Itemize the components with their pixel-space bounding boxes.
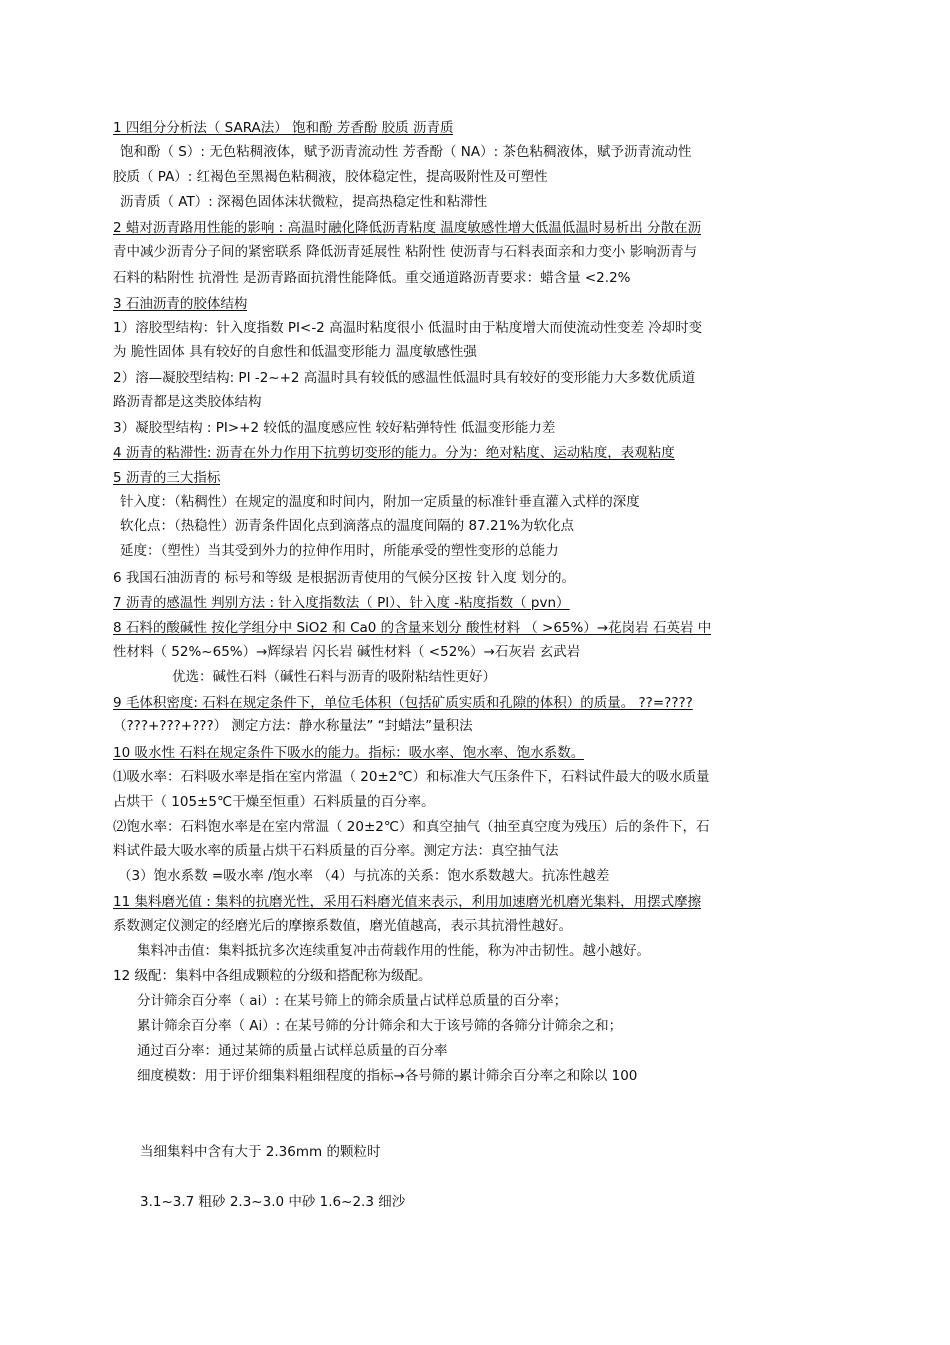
section-12-heading: 12 级配：集料中各组成颗粒的分级和搭配称为级配。 — [113, 968, 432, 984]
section-1-heading: 1 四组分分析法（ SARA法） 饱和酚 芳香酚 胶质 沥青质 — [113, 120, 454, 136]
text-line: 累计筛余百分率（ Ai）: 在某号筛的分计筛余和大于该号筛的各筛分计筛余之和； — [137, 1018, 623, 1034]
text-line: 通过百分率：通过某筛的质量占试样总质量的百分率 — [137, 1043, 448, 1059]
section-4-heading: 4 沥青的粘滞性: 沥青在外力作用下抗剪切变形的能力。分为：绝对粘度、运动粘度，表观粘度 — [113, 445, 675, 461]
section-11-heading: 11 集料磨光值 : 集料的抗磨光性，采用石料磨光值来表示，利用加速磨光机磨光集料，用摆式摩擦 — [113, 894, 702, 910]
text-line: 青中减少沥青分子间的紧密联系 降低沥青延展性 粘附性 使沥青与石料表面亲和力变小 影响沥青与 — [113, 244, 698, 260]
text-line: 性材料（ 52%~65%）→辉绿岩 闪长岩 碱性材料（ <52%）→石灰岩 玄武岩 — [113, 644, 581, 660]
text-line: 胶质（ PA）: 红褐色至黑褐色粘稠液，胶体稳定性，提高吸附性及可塑性 — [113, 169, 548, 185]
section-3-heading: 3 石油沥青的胶体结构 — [113, 296, 248, 312]
text-line: 3.1~3.7 粗砂 2.3~3.0 中砂 1.6~2.3 细沙 — [140, 1194, 406, 1210]
text-line: 优选：碱性石料（碱性石料与沥青的吸附粘结性更好） — [172, 669, 496, 685]
section-6-line: 6 我国石油沥青的 标号和等级 是根据沥青使用的气候分区按 针入度 划分的。 — [113, 570, 576, 586]
text-line: 2）溶—凝胶型结构: PI -2~+2 高温时具有较低的感温性低温时具有较好的变形能力大多数优质道 — [113, 370, 696, 386]
section-9-heading: 9 毛体积密度: 石料在规定条件下，单位毛体积（包括矿质实质和孔隙的体积）的质量。 ??=???? — [113, 695, 693, 711]
text-line: 石料的粘附性 抗滑性 是沥青路面抗滑性能降低。重交通道路沥青要求：蜡含量 <2.2% — [113, 270, 631, 286]
section-7-heading: 7 沥青的感温性 判别方法 : 针入度指数法（ PI）、针入度 -粘度指数（ pvn） — [113, 595, 570, 611]
text-line: （3）饱水系数 =吸水率 /饱水率 （4）与抗冻的关系：饱水系数越大。抗冻性越差 — [118, 868, 610, 884]
section-10-heading: 10 吸水性 石料在规定条件下吸水的能力。指标：吸水率、饱水率、饱水系数。 — [113, 745, 585, 761]
section-2-heading: 2 蜡对沥青路用性能的影响 : 高温时融化降低沥青粘度 温度敏感性增大低温低温时易析出 分散在沥 — [113, 220, 702, 236]
text-line: 为 脆性固体 具有较好的自愈性和低温变形能力 温度敏感性强 — [113, 344, 477, 360]
text-line: 路沥青都是这类胶体结构 — [113, 394, 262, 410]
text-line: ⑵饱水率：石料饱水率是在室内常温（ 20±2℃）和真空抽气（抽至真空度为残压）后的条件下，石 — [113, 819, 710, 835]
text-line: 沥青质（ AT）: 深褐色固体沫状微粒，提高热稳定性和粘滞性 — [120, 194, 488, 210]
section-5-heading: 5 沥青的三大指标 — [113, 470, 221, 486]
text-line: 3）凝胶型结构 : PI>+2 较低的温度感应性 较好粘弹特性 低温变形能力差 — [113, 420, 556, 436]
text-line: 针入度：（粘稠性）在规定的温度和时间内，附加一定质量的标准针垂直灌入式样的深度 — [120, 494, 640, 510]
text-line: 软化点：（热稳性）沥青条件固化点到滴落点的温度间隔的 87.21%为软化点 — [120, 518, 575, 534]
text-line: 分计筛余百分率（ ai）: 在某号筛上的筛余质量占试样总质量的百分率； — [137, 993, 568, 1009]
text-line: 系数测定仪测定的经磨光后的摩擦系数值，磨光值越高，表示其抗滑性越好。 — [113, 918, 572, 934]
text-line: 当细集料中含有大于 2.36mm 的颗粒时 — [140, 1144, 381, 1160]
text-line: 料试件最大吸水率的质量占烘干石料质量的百分率。测定方法：真空抽气法 — [113, 843, 559, 859]
text-line: 饱和酚（ S）: 无色粘稠液体，赋予沥青流动性 芳香酚（ NA）: 茶色粘稠液体，赋予沥青流动性 — [120, 144, 692, 160]
text-line: 延度：（塑性）当其受到外力的拉伸作用时，所能承受的塑性变形的总能力 — [120, 543, 559, 559]
text-line: 1）溶胶型结构：针入度指数 PI<-2 高温时粘度很小 低温时由于粘度增大而使流动性变差 冷却时变 — [113, 320, 703, 336]
text-line: 集料冲击值：集料抵抗多次连续重复冲击荷载作用的性能，称为冲击韧性。越小越好。 — [137, 943, 650, 959]
text-line: （???+???+???） 测定方法：静水称量法” “封蜡法”量积法 — [113, 718, 473, 734]
text-line: 细度模数：用于评价细集料粗细程度的指标→各号筛的累计筛余百分率之和除以 100 — [137, 1068, 638, 1084]
text-line: 占烘干（ 105±5℃干燥至恒重）石料质量的百分率。 — [113, 794, 435, 810]
section-8-heading: 8 石料的酸碱性 按化学组分中 SiO2 和 Ca0 的含量来划分 酸性材料 （ >65%）→花岗岩 石英岩 中 — [113, 620, 712, 636]
text-line: ⑴吸水率：石料吸水率是指在室内常温（ 20±2℃）和标准大气压条件下，石料试件最大的吸水质量 — [113, 769, 710, 785]
